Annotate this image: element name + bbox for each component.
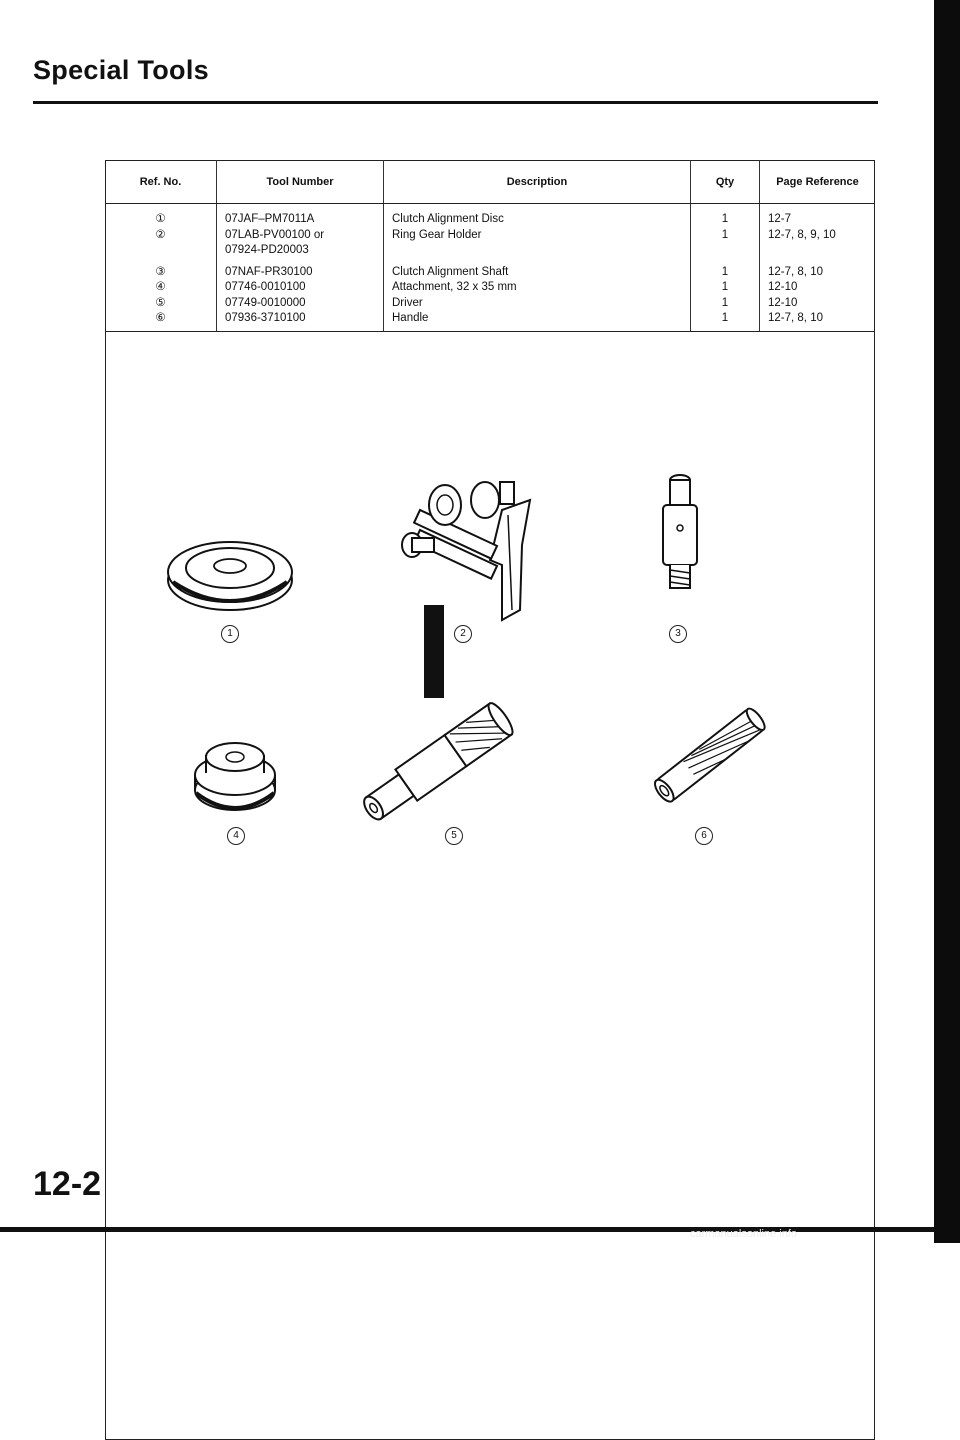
page-title: Special Tools bbox=[33, 55, 209, 85]
qty: 1 bbox=[721, 312, 729, 324]
handle-illustration bbox=[640, 690, 780, 820]
tool-number: 07746-0010100 bbox=[225, 281, 306, 293]
qty-column bbox=[691, 204, 760, 332]
label-5: 5 bbox=[445, 827, 463, 845]
title-rule bbox=[33, 101, 878, 104]
page-reference: 12-7 bbox=[768, 213, 792, 225]
ref-column bbox=[105, 204, 217, 332]
tool-number: 07924-PD20003 bbox=[225, 244, 309, 256]
clutch-alignment-shaft-illustration bbox=[655, 468, 705, 598]
page-reference-column bbox=[760, 204, 876, 332]
watermark: carmanualsonline.info bbox=[690, 1228, 798, 1240]
label-6: 6 bbox=[695, 827, 713, 845]
tool-number-column bbox=[217, 204, 384, 332]
attachment-illustration bbox=[190, 735, 280, 815]
ref-mark: ① bbox=[155, 213, 166, 225]
table-row bbox=[105, 204, 875, 332]
ring-gear-holder-illustration bbox=[390, 470, 550, 625]
page-number: 12-2 bbox=[33, 1165, 102, 1203]
label-3: 3 bbox=[669, 625, 687, 643]
header-qty: Qty bbox=[691, 160, 760, 204]
description: Attachment, 32 x 35 mm bbox=[392, 281, 517, 293]
ref-mark: ⑥ bbox=[155, 312, 166, 324]
page-reference: 12-7, 8, 10 bbox=[768, 312, 823, 324]
driver-illustration bbox=[340, 690, 530, 840]
ref-mark: ④ bbox=[155, 281, 166, 293]
table-header-row bbox=[105, 160, 875, 204]
page-reference: 12-10 bbox=[768, 296, 798, 309]
page-reference: 12-7, 8, 10 bbox=[768, 265, 823, 278]
header-tool-number: Tool Number bbox=[217, 160, 384, 204]
ref-mark: ⑤ bbox=[155, 296, 166, 309]
tool-number: 07JAF–PM7011A bbox=[225, 213, 315, 225]
tool-number: 07936-3710100 bbox=[225, 312, 306, 324]
tool-number: 07NAF-PR30100 bbox=[225, 265, 313, 278]
header-page-reference: Page Reference bbox=[760, 160, 876, 204]
header-ref-no: Ref. No. bbox=[105, 160, 217, 204]
header-description: Description bbox=[384, 160, 691, 204]
label-2: 2 bbox=[454, 625, 472, 643]
page-edge-bar bbox=[934, 0, 960, 1243]
description: Ring Gear Holder bbox=[392, 228, 482, 241]
ref-mark: ③ bbox=[155, 265, 166, 278]
qty: 1 bbox=[721, 281, 729, 293]
qty: 1 bbox=[721, 265, 729, 278]
description: Clutch Alignment Shaft bbox=[392, 265, 509, 278]
description: Driver bbox=[392, 296, 423, 309]
label-1: 1 bbox=[221, 625, 239, 643]
page-reference: 12-7, 8, 9, 10 bbox=[768, 228, 836, 241]
ref-mark: ② bbox=[155, 228, 166, 241]
page-reference: 12-10 bbox=[768, 281, 798, 293]
tool-number: 07LAB-PV00100 or bbox=[225, 228, 325, 241]
description: Handle bbox=[392, 312, 429, 324]
clutch-alignment-disc-illustration bbox=[165, 520, 295, 615]
tools-table bbox=[105, 160, 875, 332]
label-4: 4 bbox=[227, 827, 245, 845]
qty: 1 bbox=[721, 228, 729, 241]
description-column bbox=[384, 204, 691, 332]
qty: 1 bbox=[721, 213, 729, 225]
qty: 1 bbox=[721, 296, 729, 309]
description: Clutch Alignment Disc bbox=[392, 213, 504, 225]
tool-number: 07749-0010000 bbox=[225, 296, 306, 309]
